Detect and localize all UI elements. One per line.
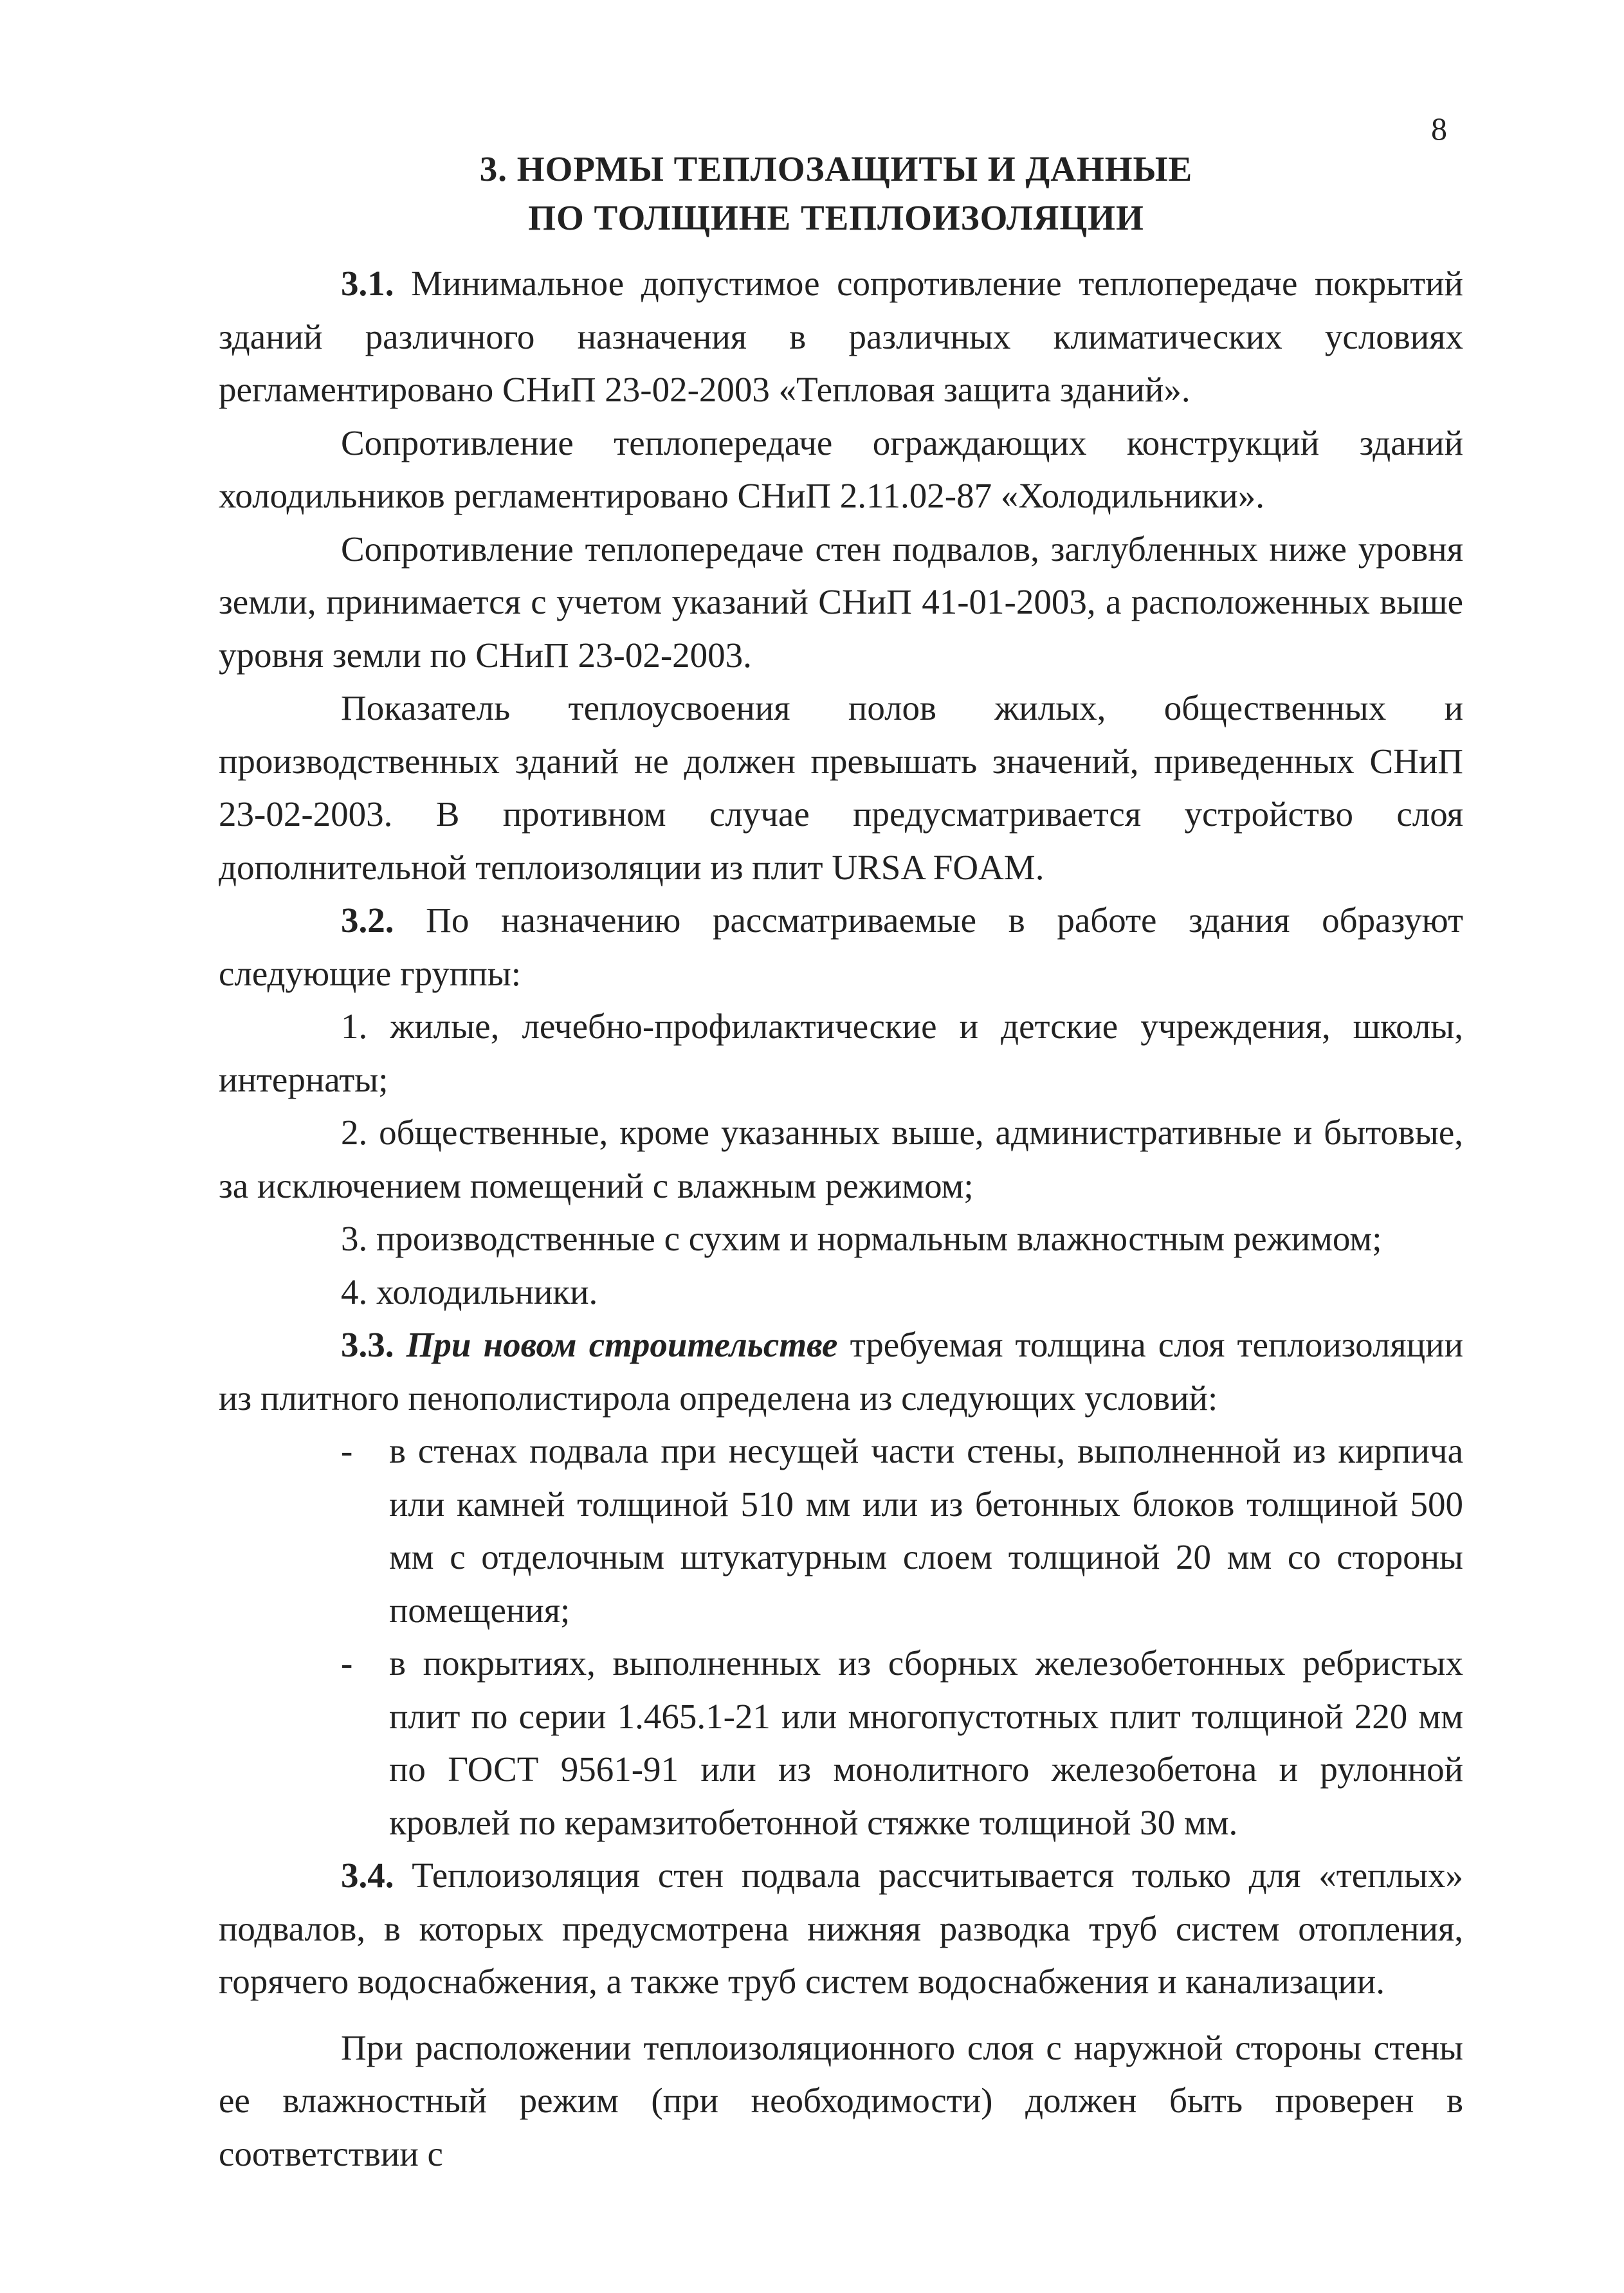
section-heading: [212, 145, 1460, 242]
section-label: 3.3.: [341, 1325, 394, 1364]
paragraph-3-4: [219, 1849, 1463, 2009]
paragraph-text: требуемая толщина слоя теплоизоляции из плитного пенополистирола определена из следующих условий:: [219, 1325, 1464, 1418]
list-item: 4. холодильники.: [341, 1272, 598, 1311]
list-item: [219, 1425, 1463, 1637]
section-label: 3.1.: [341, 264, 394, 303]
paragraph-3-3: [219, 1319, 1463, 1425]
paragraph-floor-heat-absorption: Показатель теплоусвоения полов жилых, общественных и производственных зданий не должен превышать значений, приведенных СНиП 23-02-2003. В противном случае предусматривается устройство слоя дополнительной теплоизоляции из плит URSA FOAM.: [219, 688, 1463, 887]
paragraph-text: Минимальное допустимое сопротивление теплопередаче покрытий зданий различного назначения в различных климатических условиях регламентировано СНиП 23-02-2003 «Тепловая защита зданий».: [219, 264, 1463, 409]
paragraph-basement-walls: Сопротивление теплопередаче стен подвалов, заглубленных ниже уровня земли, принимается с учетом указаний СНиП 41-01-2003, а расположенных выше уровня земли по СНиП 23-02-2003.: [219, 529, 1463, 675]
dash-marker: -: [341, 1431, 353, 1470]
page-number: 8: [1431, 111, 1447, 147]
section-label: 3.4.: [341, 1856, 394, 1895]
section-label: 3.2.: [341, 900, 394, 940]
paragraph-3-2: [219, 894, 1463, 1000]
paragraph-3-1: [219, 257, 1463, 417]
paragraph-moisture-regime: При расположении теплоизоляционного слоя с наружной стороны стены ее влажностный режим (при необходимости) должен быть проверен в соответствии с: [219, 2027, 1463, 2173]
list-item: 3. производственные с сухим и нормальным влажностным режимом;: [341, 1219, 1382, 1258]
paragraph-text: Теплоизоляция стен подвала рассчитывается только для «теплых» подвалов, в которых предусмотрена нижняя разводка труб систем отопления, горячего водоснабжения, а также труб систем водоснабжения и канализации.: [219, 1856, 1463, 2001]
dash-marker: -: [341, 1643, 353, 1683]
paragraph-snip-refrigerators: Сопротивление теплопередаче ограждающих конструкций зданий холодильников регламентировано СНиП 2.11.02-87 «Холодильники».: [219, 423, 1463, 515]
list-item-text: в стенах подвала при несущей части стены, выполненной из кирпича или камней толщиной 510 мм или из бетонных блоков толщиной 500 мм с отделочным штукатурным слоем толщиной 20 мм со стороны помещения;: [389, 1431, 1463, 1630]
list-item: [219, 1637, 1463, 1849]
list-item: 1. жилые, лечебно-профилактические и детские учреждения, школы, интернаты;: [219, 1007, 1463, 1099]
heading-line-1: 3. НОРМЫ ТЕПЛОЗАЩИТЫ И ДАННЫЕ: [479, 149, 1193, 188]
heading-line-2: ПО ТОЛЩИНЕ ТЕПЛОИЗОЛЯЦИИ: [528, 198, 1144, 237]
paragraph-text: По назначению рассматриваемые в работе здания образуют следующие группы:: [219, 900, 1463, 993]
document-body: [219, 257, 1463, 2180]
list-item: 2. общественные, кроме указанных выше, административные и бытовые, за исключением помещений с влажным режимом;: [219, 1113, 1463, 1205]
conditions-list: [219, 1425, 1463, 1849]
list-item-text: в покрытиях, выполненных из сборных железобетонных ребристых плит по серии 1.465.1-21 или многопустотных плит толщиной 220 мм по ГОСТ 9561-91 или из монолитного железобетона и рулонной кровлей по керамзитобетонной стяжке толщиной 30 мм.: [389, 1643, 1463, 1842]
emphasis-text: При новом строительстве: [406, 1325, 838, 1364]
